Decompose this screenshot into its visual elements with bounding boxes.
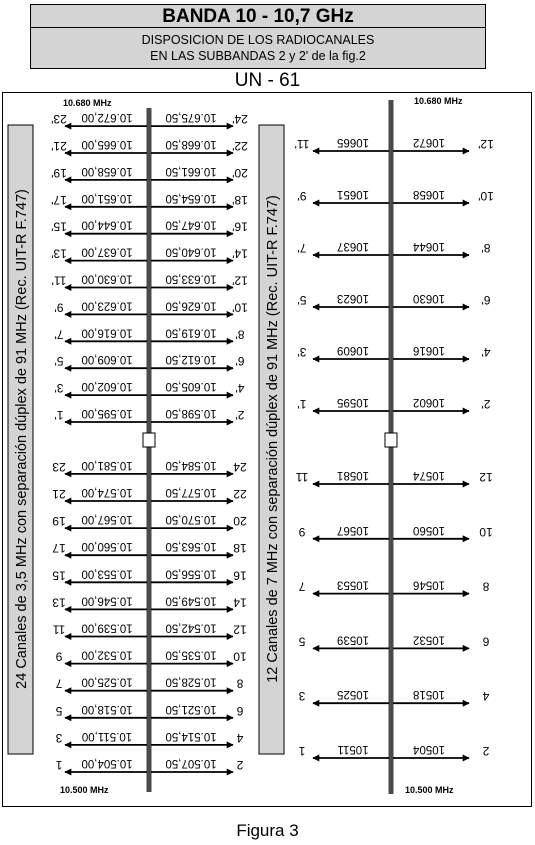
channel-frequency-left: 10.658,00 [81,164,133,177]
channel-frequency-right: 10.535,50 [165,648,217,661]
channel-frequency-left: 10.672,00 [81,111,133,124]
channel-number-left: 11 [295,470,309,484]
channel-number-right: 2' [235,408,245,422]
channel-frequency-right: 10.570,50 [165,513,217,526]
left-bottom-frequency: 10.500 MHz [60,785,109,795]
channel-frequency-left: 10651 [337,188,369,200]
figure-caption: Figura 3 [236,821,299,840]
channel-number-left: 21 [52,487,66,501]
channel-row [298,188,494,203]
channel-number-left: 1 [298,744,306,758]
channel-number-left: 13' [51,246,67,261]
channel-number-right: 24' [232,112,248,127]
channel-number-right: 6' [481,293,491,307]
channel-number-right: 22 [233,487,247,501]
channel-number-left: 7' [297,241,307,255]
channel-frequency-right: 10.626,50 [165,299,217,312]
channel-frequency-left: 10.651,00 [81,191,133,204]
channel-number-right: 12' [478,137,494,151]
channel-frequency-left: 10.637,00 [81,245,133,258]
channel-number-left: 11' [294,137,310,151]
channel-frequency-left: 10.518,00 [81,702,133,715]
channel-frequency-right: 10.654,50 [165,191,217,204]
channel-number-left: 5 [55,703,63,718]
right-center-marker [385,433,397,447]
channel-row [298,524,492,539]
channel-row [298,240,491,255]
channel-number-left: 19' [51,165,67,180]
channel-frequency-right: 10504 [413,743,445,755]
channel-frequency-right: 10602 [413,396,445,408]
channel-frequency-left: 10.511,00 [81,729,133,742]
channel-frequency-right: 10.521,50 [165,702,217,715]
channel-number-left: 23' [51,112,67,127]
channel-number-left: 9 [55,649,63,664]
channel-number-left: 9' [54,300,64,315]
channel-number-left: 19 [52,514,66,529]
channel-number-right: 18' [232,192,248,207]
channel-frequency-left: 10.581,00 [81,458,133,471]
channel-frequency-left: 10.623,00 [81,299,133,312]
channel-number-right: 8 [236,676,244,691]
channel-number-left: 3 [298,689,306,704]
channel-number-left: 1 [55,758,63,772]
channel-number-right: 24 [233,459,247,474]
channel-frequency-left: 10.574,00 [81,486,133,498]
channel-row [298,579,489,594]
channel-frequency-left: 10.553,00 [81,567,133,580]
channel-number-left: 9' [297,189,307,203]
channel-number-left: 1' [54,408,64,422]
channel-number-right: 10 [479,524,493,539]
channel-frequency-left: 10.525,00 [81,675,133,688]
channel-frequency-left: 10553 [337,578,369,591]
channel-number-left: 17 [52,541,66,556]
channel-frequency-right: 10.507,50 [165,757,217,769]
channel-frequency-left: 10.504,00 [81,757,133,769]
channel-frequency-right: 10.542,50 [165,621,217,634]
right-bottom-frequency: 10.500 MHz [405,785,454,795]
channel-frequency-right: 10546 [413,578,445,591]
channel-frequency-right: 10560 [413,523,445,536]
channel-frequency-left: 10.602,00 [81,380,133,393]
channel-number-left: 5' [297,293,307,307]
channel-number-left: 3 [55,730,63,745]
channel-number-right: 12 [479,470,493,484]
channel-number-right: 16 [233,568,247,583]
channel-frequency-right: 10.619,50 [165,326,217,339]
channel-frequency-right: 10644 [413,240,445,252]
channel-frequency-left: 10637 [337,240,369,252]
channel-row [298,688,489,703]
channel-number-right: 20 [233,514,247,529]
channel-frequency-left: 10.644,00 [81,218,133,231]
channel-number-right: 6 [482,634,490,649]
channel-frequency-right: 10.640,50 [165,245,217,258]
channel-frequency-left: 10581 [337,469,369,481]
channel-frequency-right: 10518 [413,688,445,701]
channel-number-right: 6 [236,703,244,718]
channel-frequency-right: 10.556,50 [165,567,217,580]
channel-frequency-right: 10.647,50 [165,218,217,231]
subtitle-line-2: EN LAS SUBBANDAS 2 y 2' de la fig.2 [150,49,366,63]
channel-number-left: 11 [52,622,66,637]
channel-frequency-right: 10.528,50 [165,675,217,688]
channel-number-left: 1' [297,397,307,411]
channel-row [298,344,491,359]
left-center-marker [143,433,155,447]
channel-row [295,136,494,151]
channel-number-right: 2 [236,758,244,772]
channel-number-right: 8' [481,241,491,255]
channel-number-right: 14 [233,595,247,610]
channel-number-left: 13 [52,595,66,610]
channel-frequency-right: 10616 [413,344,445,356]
channel-frequency-right: 10.661,50 [165,164,217,177]
channel-frequency-left: 10511 [337,743,369,755]
channel-number-left: 5 [298,634,306,649]
channel-frequency-left: 10.595,00 [81,407,133,419]
channel-frequency-left: 10.532,00 [81,648,133,661]
channel-number-left: 5' [54,354,64,369]
channel-frequency-left: 10.546,00 [81,594,133,607]
channel-frequency-left: 10665 [337,136,369,148]
channel-frequency-right: 10658 [413,188,445,200]
channel-frequency-right: 10.577,50 [165,486,217,498]
channel-frequency-left: 10525 [337,688,369,701]
channel-number-right: 22' [232,139,248,153]
channel-number-right: 8' [235,327,245,342]
channel-frequency-left: 10.539,00 [81,621,133,634]
channel-number-right: 10' [478,189,494,203]
channel-number-left: 7 [55,676,63,691]
channel-number-left: 21' [51,139,67,153]
channel-number-left: 7 [298,579,306,594]
channel-frequency-right: 10.633,50 [165,272,217,285]
channel-number-right: 12' [232,273,248,288]
channel-frequency-right: 10.563,50 [165,540,217,553]
channel-frequency-right: 10.675,50 [165,111,217,124]
left-vertical-label: 24 Canales de 3,5 MHz con separación dúplex de 91 MHz (Rec. UIT-R F.747) [14,189,30,689]
channel-number-right: 16' [232,219,248,234]
channel-frequency-right: 10574 [413,469,445,481]
channel-number-left: 15 [52,568,66,583]
channel-number-right: 4 [236,730,244,745]
channel-frequency-right: 10.598,50 [165,407,217,419]
channel-number-right: 20' [232,165,248,180]
channel-number-left: 3' [297,345,307,359]
subtitle-line-1: DISPOSICION DE LOS RADIOCANALES [141,33,375,47]
channel-number-right: 10' [232,300,248,315]
channel-frequency-right: 10.668,50 [165,138,217,150]
channel-frequency-right: 10.612,50 [165,353,217,366]
left-top-frequency: 10.680 MHz [63,98,112,108]
channel-number-left: 23 [52,459,66,474]
channel-number-left: 7' [54,327,64,342]
channel-row [298,292,491,307]
channel-number-right: 8 [482,579,490,594]
channel-row [298,633,489,648]
channel-number-left: 17' [51,192,67,207]
un-label: UN - 61 [234,70,301,91]
channel-frequency-right: 10630 [413,292,445,304]
channel-number-left: 3' [54,381,64,396]
channel-number-right: 14' [232,246,248,261]
channel-frequency-left: 10.567,00 [81,513,133,526]
channel-number-right: 2' [481,397,491,411]
channel-frequency-right: 10.514,50 [165,729,217,742]
channel-number-right: 10 [233,649,247,664]
channel-frequency-right: 10.605,50 [165,380,217,393]
title-banner: BANDA 10 - 10,7 GHz [30,4,486,28]
channel-frequency-right: 10.584,50 [165,458,217,471]
channel-number-right: 4' [481,345,491,359]
right-top-frequency: 10.680 MHz [414,96,463,106]
channel-frequency-left: 10595 [337,396,369,408]
channel-frequency-left: 10567 [337,523,369,536]
channel-frequency-right: 10532 [413,633,445,646]
channel-number-right: 6' [235,354,245,369]
channel-frequency-left: 10.665,00 [81,138,133,150]
channel-number-right: 4 [482,689,490,704]
channel-frequency-left: 10609 [337,344,369,356]
channel-number-right: 12 [233,622,247,637]
channel-number-left: 15' [51,219,67,234]
channel-frequency-left: 10539 [337,633,369,646]
channel-row [298,743,489,758]
channel-frequency-right: 10672 [413,136,445,148]
right-vertical-label: 12 Canales de 7 MHz con separación dúplex de 91 MHz (Rec. UIT-R F.747) [265,195,281,683]
channel-row [295,469,492,484]
channel-frequency-left: 10623 [337,292,369,304]
channel-number-right: 18 [233,541,247,556]
channel-number-left: 11' [51,273,67,288]
channel-frequency-left: 10.616,00 [81,326,133,339]
channel-number-right: 4' [235,381,245,396]
channel-frequency-left: 10.630,00 [81,272,133,285]
channel-frequency-left: 10.609,00 [81,353,133,366]
channel-frequency-right: 10.549,50 [165,594,217,607]
channel-number-left: 9 [298,524,306,539]
channel-number-right: 2 [482,744,490,758]
channel-row [298,396,491,411]
channel-frequency-left: 10.560,00 [81,540,133,553]
